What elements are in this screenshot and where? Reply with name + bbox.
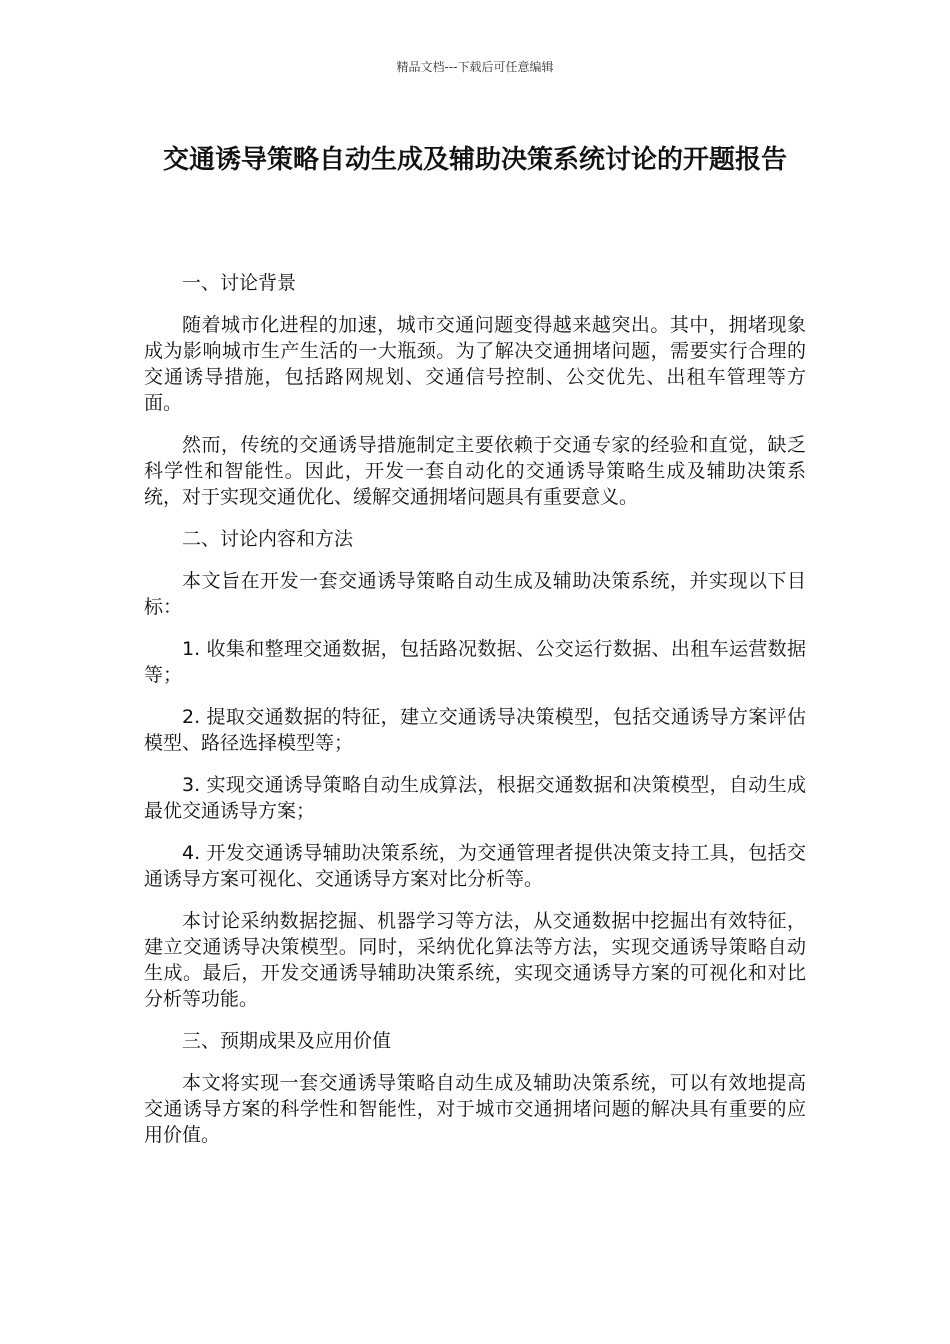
section-heading-content-method: 二、讨论内容和方法 — [182, 528, 354, 550]
header-note: 精品文档---下载后可任意编辑 — [396, 60, 554, 74]
paragraph: 本文旨在开发一套交通诱导策略自动生成及辅助决策系统，并实现以下目标： — [144, 570, 806, 618]
document-title: 交通诱导策略自动生成及辅助决策系统讨论的开题报告 — [162, 145, 787, 175]
list-item: 2. 提取交通数据的特征，建立交通诱导决策模型，包括交通诱导方案评估模型、路径选择模型等； — [144, 706, 806, 754]
paragraph: 本讨论采纳数据挖掘、机器学习等方法，从交通数据中挖掘出有效特征，建立交通诱导决策模型。同时，采纳优化算法等方法，实现交通诱导策略自动生成。最后，开发交通诱导辅助决策系统，实现交通诱导方案的可视化和对比分析等功能。 — [144, 910, 806, 1010]
paragraph: 随着城市化进程的加速，城市交通问题变得越来越突出。其中，拥堵现象成为影响城市生产生活的一大瓶颈。为了解决交通拥堵问题，需要实行合理的交通诱导措施，包括路网规划、交通信号控制、公交优先、出租车管理等方面。 — [144, 314, 806, 414]
list-item: 3. 实现交通诱导策略自动生成算法，根据交通数据和决策模型，自动生成最优交通诱导方案； — [144, 774, 806, 822]
section-heading-results: 三、预期成果及应用价值 — [182, 1030, 392, 1052]
paragraph: 然而，传统的交通诱导措施制定主要依赖于交通专家的经验和直觉，缺乏科学性和智能性。因此，开发一套自动化的交通诱导策略生成及辅助决策系统，对于实现交通优化、缓解交通拥堵问题具有重要意义。 — [144, 434, 806, 508]
paragraph: 本文将实现一套交通诱导策略自动生成及辅助决策系统，可以有效地提高交通诱导方案的科学性和智能性，对于城市交通拥堵问题的解决具有重要的应用价值。 — [144, 1072, 806, 1146]
list-item: 1. 收集和整理交通数据，包括路况数据、公交运行数据、出租车运营数据等； — [144, 638, 806, 686]
document-body — [144, 270, 806, 1164]
list-item: 4. 开发交通诱导辅助决策系统，为交通管理者提供决策支持工具，包括交通诱导方案可视化、交通诱导方案对比分析等。 — [144, 842, 806, 890]
section-heading-background: 一、讨论背景 — [182, 272, 297, 294]
